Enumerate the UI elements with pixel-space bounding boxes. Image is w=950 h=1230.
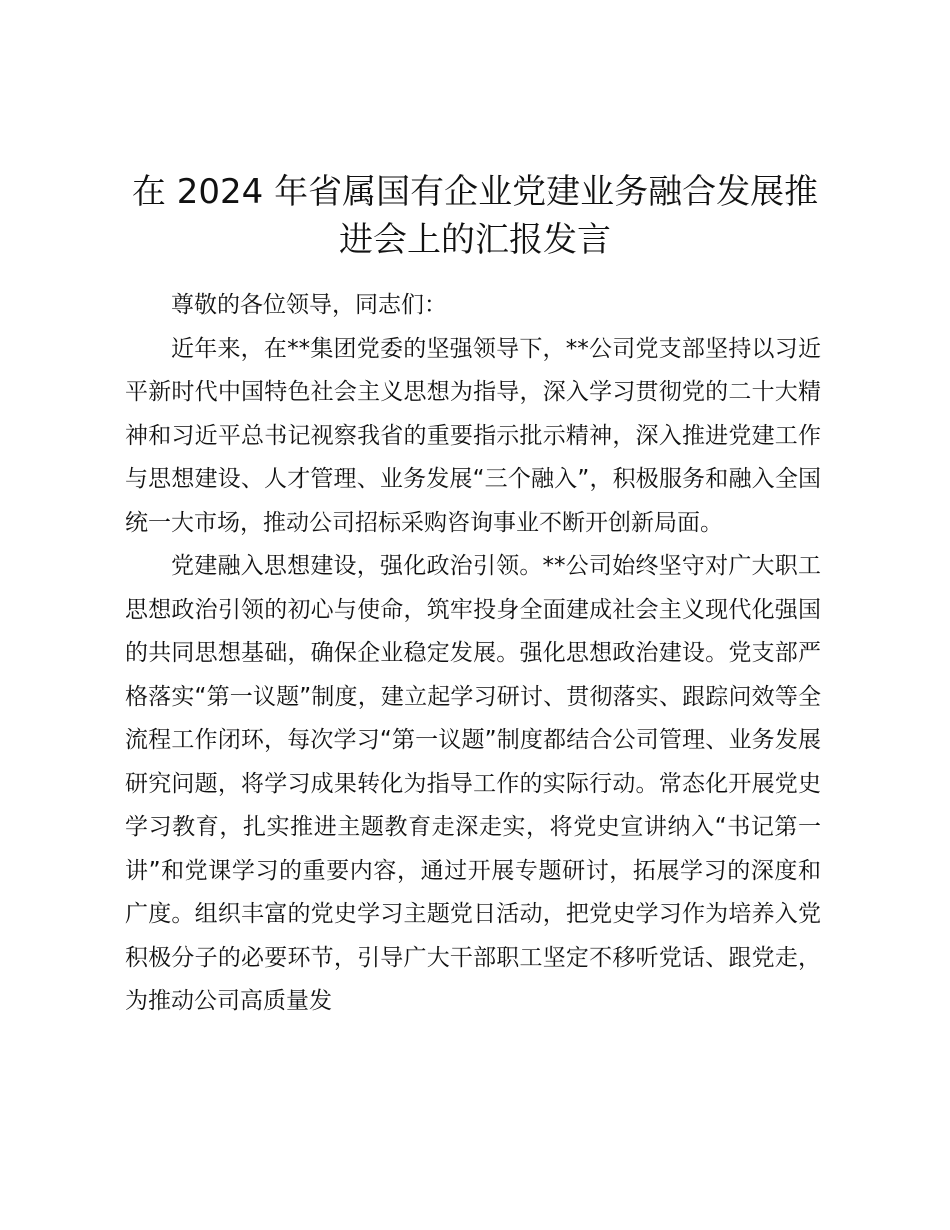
salutation-paragraph: 尊敬的各位领导，同志们： xyxy=(171,292,447,318)
document-title: 在 2024 年省属国有企业党建业务融合发展推进会上的汇报发言 xyxy=(131,172,819,260)
section-paragraph: 党建融入思想建设，强化政治引领。**公司始终坚守对广大职工思想政治引领的初心与使命，筑牢投身全面建成社会主义现代化强国的共同思想基础，确保企业稳定发展。强化思想政治建设。党支部严格落实“第一议题”制度，建立起学习研讨、贯彻落实、跟踪问效等全流程工作闭环，每次学习“第一议题”制度都结合公司管理、业务发展研究问题，将学习成果转化为指导工作的实际行动。常态化开展党史学习教育，扎实推进主题教育走深走实，将党史宣讲纳入“书记第一讲”和党课学习的重要内容，通过开展专题研讨，拓展学习的深度和广度。组织丰富的党史学习主题党日活动，把党史学习作为培养入党积极分子的必要环节，引导广大干部职工坚定不移听党话、跟党走，为推动公司高质量发 xyxy=(125,553,821,1014)
intro-paragraph: 近年来，在**集团党委的坚强领导下，**公司党支部坚持以习近平新时代中国特色社会主义思想为指导，深入学习贯彻党的二十大精神和习近平总书记视察我省的重要指示批示精神，深入推进党建工作与思想建设、人才管理、业务发展“三个融入”，积极服务和融入全国统一大市场，推动公司招标采购咨询事业不断开创新局面。 xyxy=(125,335,821,536)
document-body xyxy=(125,284,821,1024)
